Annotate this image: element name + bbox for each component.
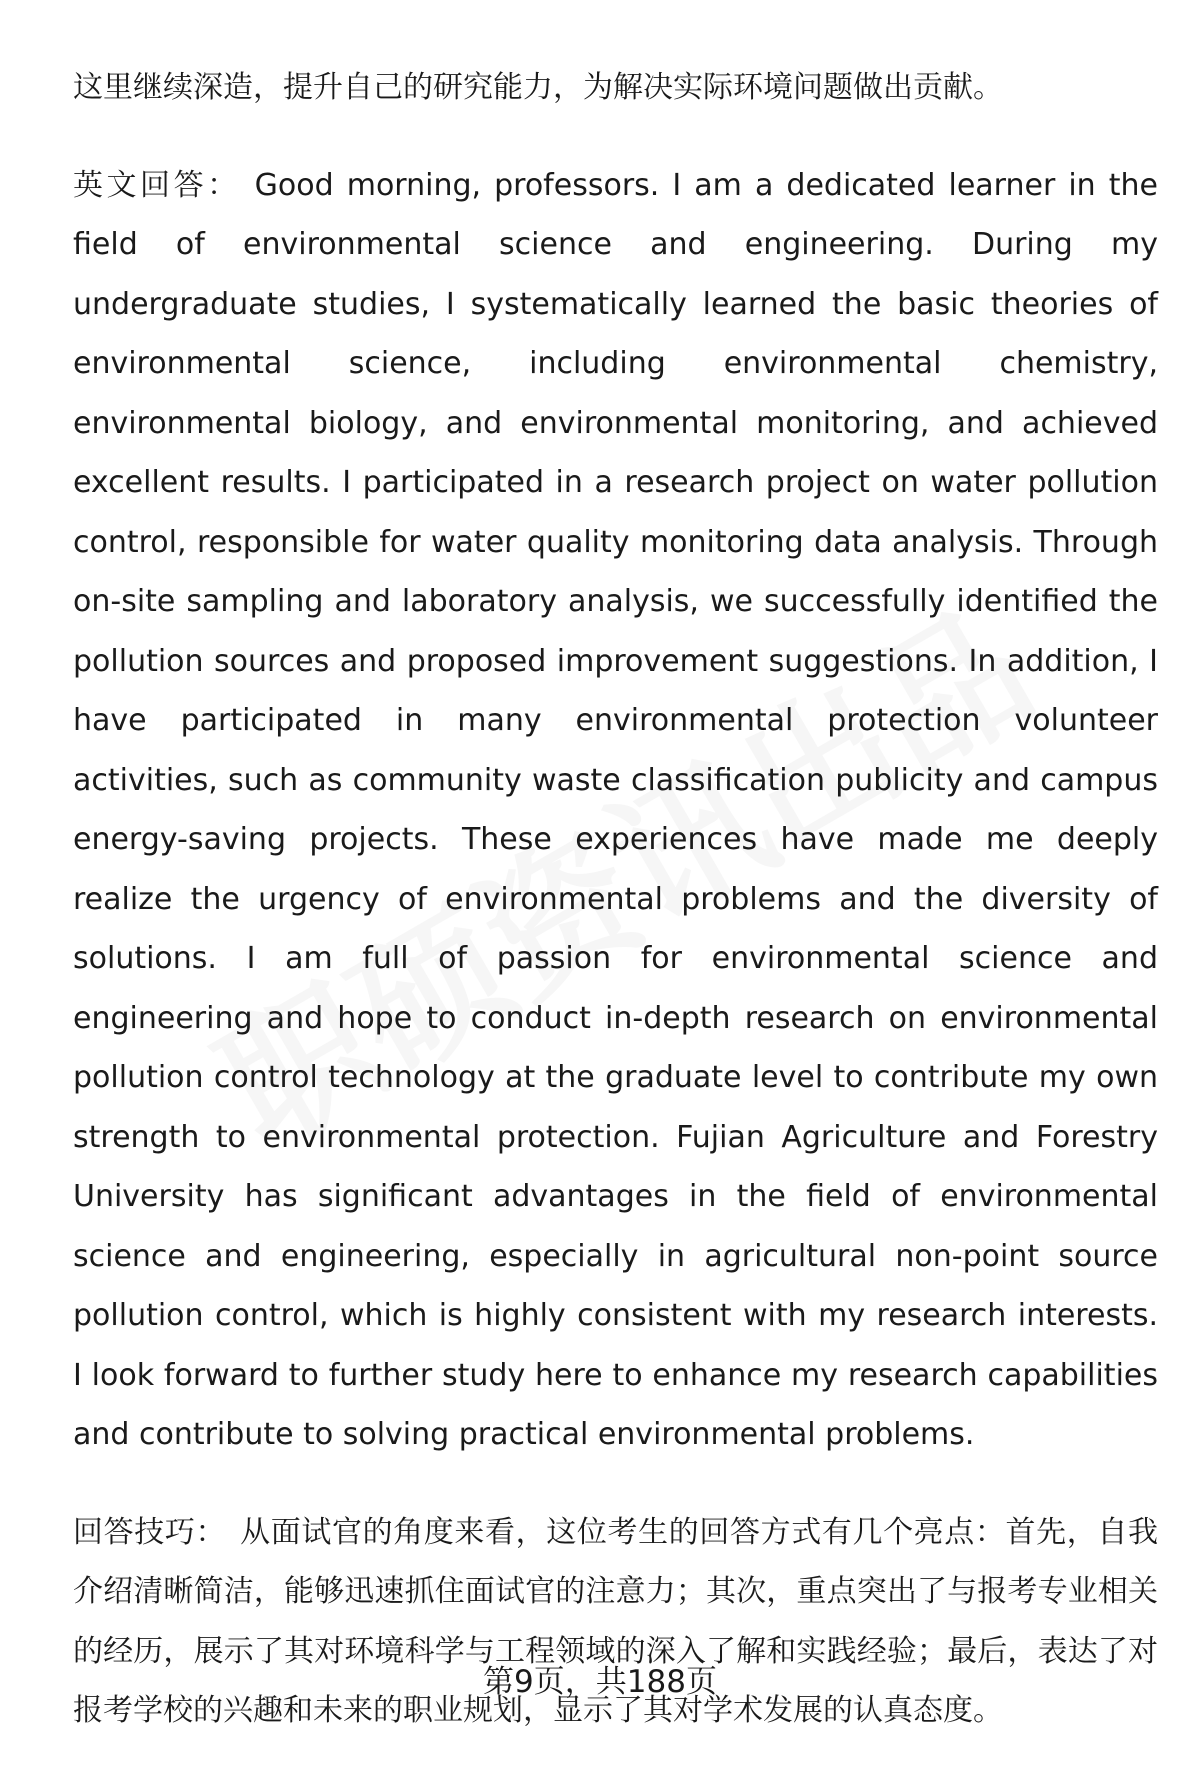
answer-tips-paragraph (73, 1503, 1158, 1741)
english-answer-text: Good morning, professors. I am a dedicated learner in the field of environmental science and engineering. During my undergraduate studies, I systematically learned the basic theories of environmental science, including environmental chemistry, environmental biology, and environmental monitoring, and achieved excellent results. I participated in a research project on water pollution control, responsible for water quality monitoring data analysis. Through on-site sampling and laboratory analysis, we successfully identified the pollution sources and proposed improvement suggestions. In addition, I have participated in many environmental protection volunteer activities, such as community waste classification publicity and campus energy-saving projects. These experiences have made me deeply realize the urgency of environmental problems and the diversity of solutions. I am full of passion for environmental science and engineering and hope to conduct in-depth research on environmental pollution control technology at the graduate level to contribute my own strength to environmental protection. Fujian Agriculture and Forestry University has significant advantages in the field of environmental science and engineering, especially in agricultural non-point source pollution control, which is highly consistent with my research interests. I look forward to further study here to enhance my research capabilities and contribute to solving practical environmental problems. (73, 167, 1158, 1452)
english-answer-label: 英文回答： (73, 167, 241, 203)
page-number: 第9页，共188页 (483, 1664, 717, 1700)
english-answer-paragraph (73, 156, 1158, 1465)
document-body (73, 58, 1158, 1779)
answer-tips-label: 回答技巧： (73, 1514, 227, 1550)
continuation-paragraph: 这里继续深造，提升自己的研究能力，为解决实际环境问题做出贡献。 (73, 70, 1003, 105)
answer-tips-text: 从面试官的角度来看，这位考生的回答方式有几个亮点：首先，自我介绍清晰简洁，能够迅速抓住面试官的注意力；其次，重点突出了与报考专业相关的经历，展示了其对环境科学与工程领域的深入了解和实践经验；最后，表达了对报考学校的兴趣和未来的职业规划，显示了其对学术发展的认真态度。 (73, 1514, 1159, 1728)
